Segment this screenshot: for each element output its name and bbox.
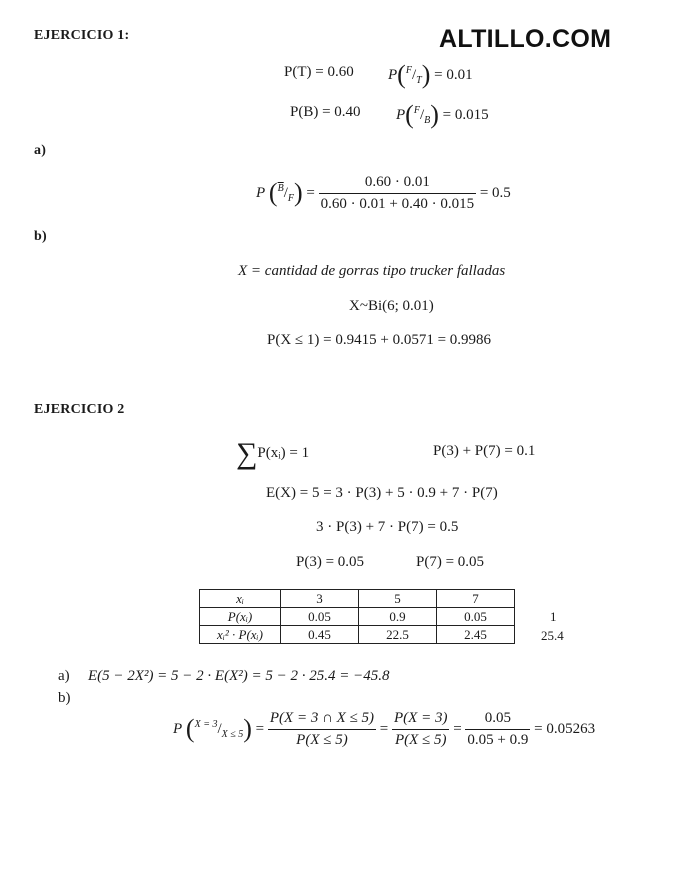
expectation-equation: E(X) = 5 = 3 · P(3) + 5 · 0.9 + 7 · P(7) bbox=[266, 485, 498, 501]
table-cell: 0.05 bbox=[437, 608, 515, 626]
table-cell: 2.45 bbox=[437, 626, 515, 644]
sum-p-total: 1 bbox=[550, 609, 557, 624]
cond-prob-p: P bbox=[173, 720, 183, 737]
bayes-denominator: 0.60 · 0.01 + 0.40 · 0.015 bbox=[320, 196, 475, 212]
cond-fraction-1-numerator: P(X = 3 ∩ X ≤ 5) bbox=[268, 710, 376, 730]
table-row bbox=[200, 608, 515, 626]
table-cell: 7 bbox=[437, 590, 515, 608]
random-variable-definition: X = cantidad de gorras tipo trucker falladas bbox=[238, 263, 506, 279]
p7-result: P(7) = 0.05 bbox=[416, 554, 485, 570]
conditional-probability-equation: P $(^{X = 3}/_{X \le 5})$ = $\frac{P(X = 3 \cap X \le 5)}{P(X \le 5)}$ = $\frac{P(X = 3)}{P(X \le 5)}$ = $\frac{0.05}{0.05 + 0.9}$ = 0.05263 bbox=[173, 710, 596, 748]
cond-fraction-2-numerator: P(X = 3) bbox=[392, 710, 449, 730]
table-cell: 22.5 bbox=[359, 626, 437, 644]
table-row bbox=[200, 590, 515, 608]
pair-probability-equation: P(3) + P(7) = 0.1 bbox=[433, 443, 536, 459]
bayes-fraction bbox=[319, 174, 476, 213]
table-row bbox=[200, 626, 515, 644]
sum-rhs: P(xᵢ) = 1 bbox=[257, 445, 310, 461]
cond-fraction-3-numerator: 0.05 bbox=[465, 710, 530, 730]
sum-probabilities-equation bbox=[236, 437, 309, 471]
prob-f-given-t-equation: $P(^F/_T) = 0.01$ bbox=[388, 60, 473, 89]
exercise-1-part-a-label: a) bbox=[34, 143, 47, 158]
exercise-2-part-a-label: a) bbox=[58, 668, 70, 684]
prob-t-text: P(T) = 0.60 bbox=[284, 64, 354, 80]
table-cell: P(xᵢ) bbox=[200, 608, 281, 626]
altillo-logo: ALTILLO.COM bbox=[439, 25, 612, 53]
table-cell: xᵢ² · P(xᵢ) bbox=[200, 626, 281, 644]
table-cell: xᵢ bbox=[200, 590, 281, 608]
variance-expectation-equation: E(5 − 2X²) = 5 − 2 · E(X²) = 5 − 2 · 25.4 = −45.8 bbox=[88, 668, 390, 684]
cond-top: X = 3 bbox=[194, 718, 218, 730]
cond-fraction-1-denominator: P(X ≤ 5) bbox=[296, 732, 348, 748]
exercise-2-part-b-label: b) bbox=[58, 690, 71, 706]
prob-f-given-t-value: = 0.01 bbox=[430, 67, 473, 83]
prob-f-given-b-equation: $P(^F/_B) = 0.015$ bbox=[396, 100, 489, 129]
bayes-equation: P $(^{\overline{B}}/_F)$ = $\frac{0.60 \cdot 0.01}{0.60 \cdot 0.01 + 0.40 \cdot 0.015}$ = 0.5 bbox=[256, 174, 511, 212]
prob-f-given-b-value: = 0.015 bbox=[438, 107, 489, 123]
distribution-table bbox=[199, 589, 515, 644]
prob-t-equation bbox=[284, 64, 354, 81]
summation-icon: ∑ bbox=[236, 437, 258, 470]
table-cell: 0.9 bbox=[359, 608, 437, 626]
exercise-2-heading: EJERCICIO 2 bbox=[34, 402, 125, 417]
cond-result: = 0.05263 bbox=[534, 720, 596, 737]
exercise-1-part-b-label: b) bbox=[34, 229, 47, 244]
linear-equation: 3 · P(3) + 7 · P(7) = 0.5 bbox=[316, 519, 459, 535]
bayes-result: = 0.5 bbox=[479, 184, 511, 201]
prob-b-text: P(B) = 0.40 bbox=[290, 104, 361, 120]
cond-fraction-1 bbox=[268, 710, 376, 749]
table-cell: 3 bbox=[281, 590, 359, 608]
table-cell: 0.05 bbox=[281, 608, 359, 626]
table-cell: 5 bbox=[359, 590, 437, 608]
bayes-numerator: 0.60 · 0.01 bbox=[319, 174, 476, 194]
cond-fraction-3-denominator: 0.05 + 0.9 bbox=[467, 732, 529, 748]
sum-x2p-total: 25.4 bbox=[541, 628, 564, 643]
exercise-1-heading: EJERCICIO 1: bbox=[34, 28, 130, 43]
prob-b-equation bbox=[290, 104, 361, 121]
table-cell: 0.45 bbox=[281, 626, 359, 644]
cond-fraction-2-denominator: P(X ≤ 5) bbox=[394, 732, 447, 748]
cond-bottom: X ≤ 5 bbox=[221, 728, 244, 740]
cond-fraction-3 bbox=[465, 710, 530, 749]
binomial-distribution: X~Bi(6; 0.01) bbox=[349, 298, 434, 314]
binomial-probability: P(X ≤ 1) = 0.9415 + 0.0571 = 0.9986 bbox=[267, 332, 492, 348]
cond-fraction-2 bbox=[392, 710, 449, 749]
p3-result: P(3) = 0.05 bbox=[296, 554, 365, 570]
